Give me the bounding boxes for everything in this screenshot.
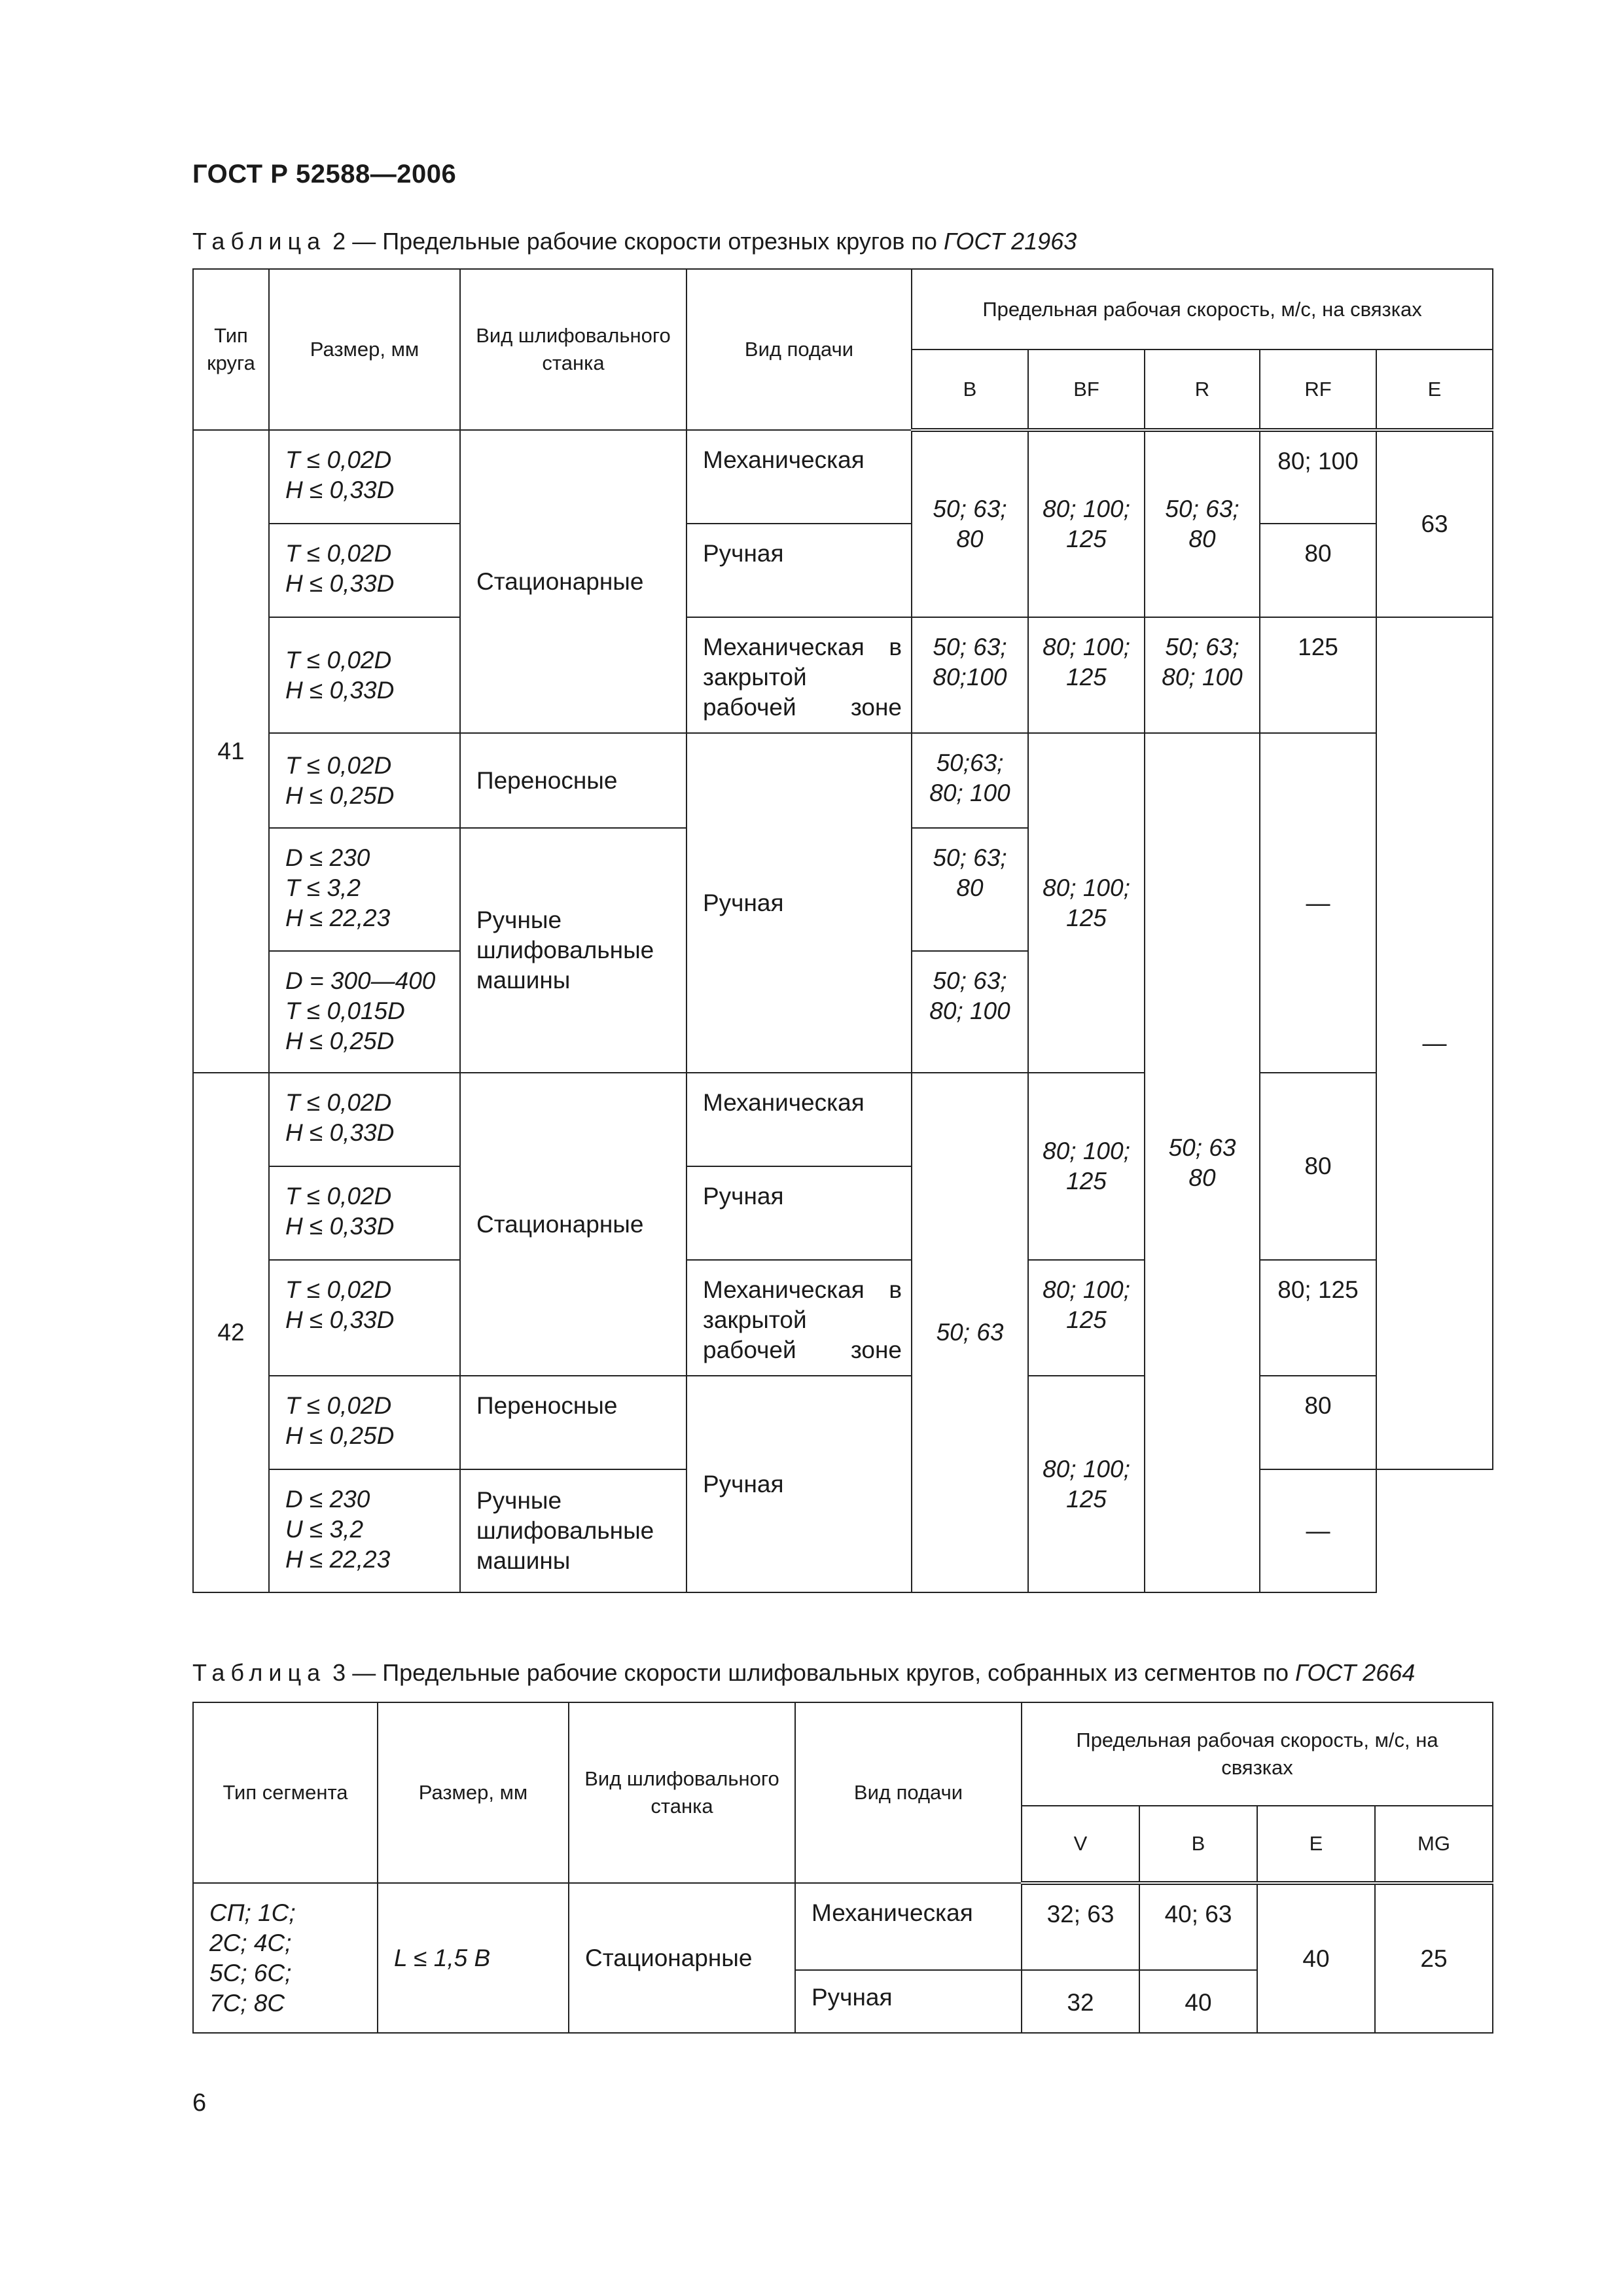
machine-cell: Стационарные <box>460 430 687 733</box>
header-feed-type: Вид подачи <box>795 1702 1022 1883</box>
size-cell: L ≤ 1,5 B <box>378 1883 569 2033</box>
size-cell: T ≤ 0,02D H ≤ 0,33D <box>269 430 460 524</box>
feed-cell: Ручная <box>795 1970 1022 2033</box>
feed-text: Механическая в закрытой рабочей зоне <box>703 634 902 721</box>
machine-cell <box>460 1469 687 1592</box>
value-cell: 32; 63 <box>1022 1883 1139 1970</box>
header-machine-type: Вид шлифовального станка <box>460 269 687 430</box>
feed-cell <box>687 617 912 733</box>
header-speed-limit: Предельная рабочая скорость, м/с, на связках <box>1022 1702 1493 1806</box>
table2 <box>192 268 1493 1593</box>
header-machine-type: Вид шлифовального станка <box>569 1702 795 1883</box>
value-cell: 80; 100; 125 <box>1028 430 1145 617</box>
header-bond-rf: RF <box>1260 350 1376 430</box>
size-cell: T ≤ 0,02D H ≤ 0,25D <box>269 1376 460 1469</box>
value-cell: 50; 63; 80; 100 <box>912 951 1028 1073</box>
table2-caption-label: Таблица <box>192 228 327 255</box>
table-row <box>193 1883 1493 1970</box>
feed-cell: Ручная <box>687 1166 912 1260</box>
header-wheel-type: Тип круга <box>193 269 269 430</box>
value-cell: 80; 100; 125 <box>1028 617 1145 733</box>
value-cell: 80; 100; 125 <box>1028 1376 1145 1592</box>
header-segment-type: Тип сегмента <box>193 1702 378 1883</box>
wheel-type-41: 41 <box>193 430 269 1073</box>
table3-caption-reference: ГОСТ 2664 <box>1295 1659 1416 1686</box>
size-cell: D ≤ 230 U ≤ 3,2 H ≤ 22,23 <box>269 1469 460 1592</box>
header-bond-mg: MG <box>1375 1806 1493 1883</box>
table2-caption-number: 2 <box>332 228 346 255</box>
machine-cell: Переносные <box>460 1376 687 1469</box>
size-cell: T ≤ 0,02D H ≤ 0,25D <box>269 733 460 828</box>
machine-text: Ручные шлифовальные машины <box>476 906 654 994</box>
value-cell: 80 <box>1260 1376 1376 1469</box>
header-bond-r: R <box>1145 350 1260 430</box>
table-row <box>193 524 1493 617</box>
value-cell: 63 <box>1376 430 1493 617</box>
header-feed-type: Вид подачи <box>687 269 912 430</box>
table2-caption <box>192 228 1077 255</box>
table3 <box>192 1702 1493 2034</box>
value-cell: 50; 63; 80 <box>1145 430 1260 617</box>
size-cell: D = 300—400 T ≤ 0,015D H ≤ 0,25D <box>269 951 460 1073</box>
machine-text: Ручные шлифовальные машины <box>476 1487 654 1574</box>
header-bond-b: B <box>1139 1806 1257 1883</box>
header-size: Размер, мм <box>378 1702 569 1883</box>
table2-caption-text: — Предельные рабочие скорости отрезных кругов по <box>352 228 937 255</box>
feed-cell: Механическая <box>687 1073 912 1166</box>
value-cell: 50; 63; 80; 100 <box>1145 617 1260 733</box>
value-cell: 125 <box>1260 617 1376 733</box>
table3-caption-number: 3 <box>332 1659 346 1686</box>
value-cell: 80; 125 <box>1260 1260 1376 1376</box>
table3-caption-text: — Предельные рабочие скорости шлифовальных кругов, собранных из сегментов по <box>352 1659 1289 1686</box>
value-cell: 80 <box>1260 1073 1376 1260</box>
size-cell: T ≤ 0,02D H ≤ 0,33D <box>269 1073 460 1166</box>
document-id: ГОСТ Р 52588—2006 <box>192 160 457 188</box>
value-cell: 50; 63; 80;100 <box>912 617 1028 733</box>
size-cell: T ≤ 0,02D H ≤ 0,33D <box>269 1166 460 1260</box>
table-row <box>193 1376 1493 1469</box>
segment-types-cell: СП; 1С; 2С; 4С; 5С; 6С; 7С; 8С <box>193 1883 378 2033</box>
feed-cell: Механическая <box>795 1883 1022 1970</box>
machine-cell: Стационарные <box>569 1883 795 2033</box>
machine-cell <box>460 828 687 1073</box>
value-cell: 80; 100; 125 <box>1028 1260 1145 1376</box>
value-cell: 50; 63; 80 <box>912 430 1028 617</box>
value-cell: 50; 63; 80 <box>912 828 1028 951</box>
feed-cell: Ручная <box>687 524 912 617</box>
value-cell: 50; 63 <box>912 1073 1028 1592</box>
table-row <box>193 1260 1493 1376</box>
header-bond-bf: BF <box>1028 350 1145 430</box>
table3-caption-label: Таблица <box>192 1659 327 1686</box>
feed-text: Механическая в закрытой рабочей зоне <box>703 1276 902 1363</box>
value-cell: 25 <box>1375 1883 1493 2033</box>
header-bond-e: E <box>1257 1806 1375 1883</box>
header-bond-v: V <box>1022 1806 1139 1883</box>
page-number: 6 <box>192 2089 207 2117</box>
machine-cell: Стационарные <box>460 1073 687 1376</box>
feed-cell <box>687 1260 912 1376</box>
feed-cell: Механическая <box>687 430 912 524</box>
value-cell: 40 <box>1139 1970 1257 2033</box>
value-cell: 32 <box>1022 1970 1139 2033</box>
table-row <box>193 1073 1493 1166</box>
table-row <box>193 733 1493 828</box>
header-size: Размер, мм <box>269 269 460 430</box>
value-cell: — <box>1260 733 1376 1073</box>
value-cell: 50;63; 80; 100 <box>912 733 1028 828</box>
header-speed-limit: Предельная рабочая скорость, м/с, на связках <box>912 269 1493 350</box>
table2-caption-reference: ГОСТ 21963 <box>943 228 1077 255</box>
value-cell: 80 <box>1260 524 1376 617</box>
header-bond-b: B <box>912 350 1028 430</box>
value-cell: 50; 63 80 <box>1145 733 1260 1592</box>
table-row <box>193 617 1493 733</box>
value-cell: 40; 63 <box>1139 1883 1257 1970</box>
value-cell: — <box>1260 1469 1376 1592</box>
machine-cell: Переносные <box>460 733 687 828</box>
size-cell: T ≤ 0,02D H ≤ 0,33D <box>269 1260 460 1376</box>
value-cell-e-dash: — <box>1376 617 1493 1469</box>
size-cell: D ≤ 230 T ≤ 3,2 H ≤ 22,23 <box>269 828 460 951</box>
feed-cell: Ручная <box>687 733 912 1073</box>
value-cell: 80; 100; 125 <box>1028 1073 1145 1260</box>
header-bond-e: E <box>1376 350 1493 430</box>
value-cell: 80; 100 <box>1260 430 1376 524</box>
size-cell: T ≤ 0,02D H ≤ 0,33D <box>269 524 460 617</box>
size-cell: T ≤ 0,02D H ≤ 0,33D <box>269 617 460 733</box>
value-cell: 80; 100; 125 <box>1028 733 1145 1073</box>
wheel-type-42: 42 <box>193 1073 269 1592</box>
value-cell: 40 <box>1257 1883 1375 2033</box>
table-row <box>193 430 1493 524</box>
table3-caption <box>192 1659 1415 1687</box>
feed-cell: Ручная <box>687 1376 912 1592</box>
